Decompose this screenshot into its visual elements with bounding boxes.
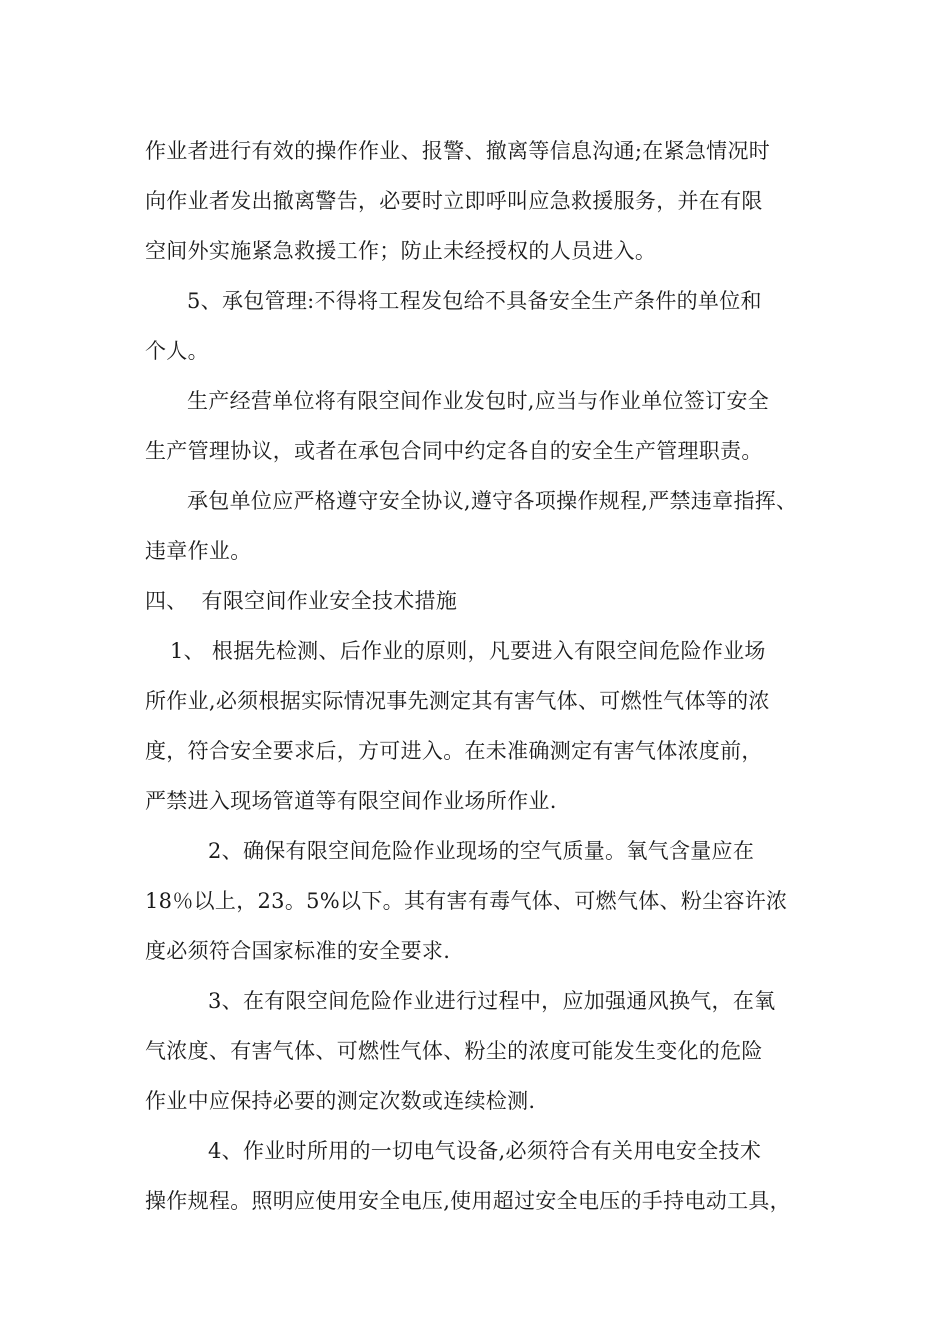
text-line-16: 18％以上，23。5%以下。其有害有毒气体、可燃气体、粉尘容许浓 bbox=[145, 889, 788, 913]
text-line-11: 1、 根据先检测、后作业的原则，凡要进入有限空间危险作业场 bbox=[170, 639, 766, 663]
text-line-12: 所作业,必须根据实际情况事先测定其有害气体、可燃性气体等的浓 bbox=[145, 689, 770, 713]
text-line-1: 作业者进行有效的操作作业、报警、撤离等信息沟通;在紧急情况时 bbox=[145, 139, 771, 163]
text-line-19: 气浓度、有害气体、可燃性气体、粉尘的浓度可能发生变化的危险 bbox=[145, 1039, 763, 1063]
text-line-13: 度，符合安全要求后，方可进入。在未准确测定有害气体浓度前， bbox=[145, 739, 763, 763]
text-line-5: 个人。 bbox=[145, 339, 209, 363]
text-line-6: 生产经营单位将有限空间作业发包时,应当与作业单位签订安全 bbox=[187, 389, 770, 413]
text-line-2: 向作业者发出撤离警告，必要时立即呼叫应急救援服务，并在有限 bbox=[145, 189, 763, 213]
text-line-18: 3、在有限空间危险作业进行过程中，应加强通风换气，在氧 bbox=[208, 989, 776, 1013]
text-line-21: 4、作业时所用的一切电气设备,必须符合有关用电安全技术 bbox=[208, 1139, 762, 1163]
text-line-14: 严禁进入现场管道等有限空间作业场所作业. bbox=[145, 789, 557, 813]
text-line-3: 空间外实施紧急救援工作；防止未经授权的人员进入。 bbox=[145, 239, 657, 263]
text-line-9: 违章作业。 bbox=[145, 539, 252, 563]
text-line-8: 承包单位应严格遵守安全协议,遵守各项操作规程,严禁违章指挥、 bbox=[187, 489, 798, 513]
text-line-7: 生产管理协议，或者在承包合同中约定各自的安全生产管理职责。 bbox=[145, 439, 763, 463]
text-line-20: 作业中应保持必要的测定次数或连续检测. bbox=[145, 1089, 536, 1113]
text-line-15: 2、确保有限空间危险作业现场的空气质量。氧气含量应在 bbox=[208, 839, 755, 863]
text-line-17: 度必须符合国家标准的安全要求. bbox=[145, 939, 451, 963]
text-line-22: 操作规程。照明应使用安全电压,使用超过安全电压的手持电动工具， bbox=[145, 1189, 791, 1213]
section-heading: 四、 有限空间作业安全技术措施 bbox=[145, 589, 458, 613]
text-line-4: 5、承包管理:不得将工程发包给不具备安全生产条件的单位和 bbox=[187, 289, 762, 313]
